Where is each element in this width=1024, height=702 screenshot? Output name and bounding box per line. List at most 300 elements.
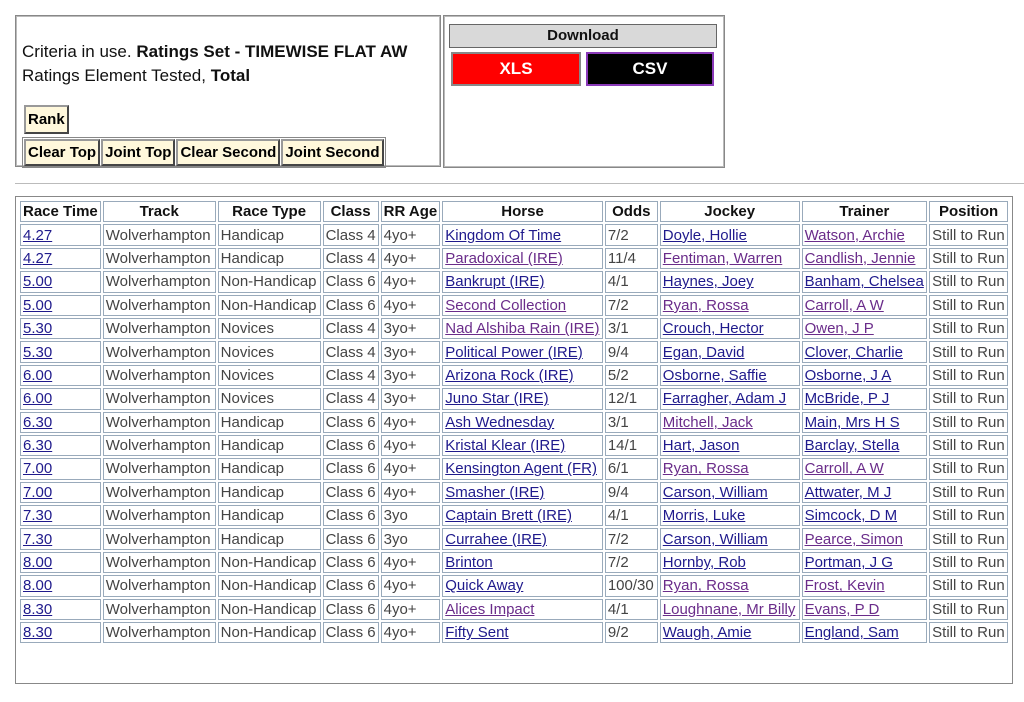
cell-trainer: [802, 271, 928, 292]
race-time-link[interactable]: 6.00: [23, 366, 53, 384]
table-header-row: [20, 201, 1008, 222]
cell-trainer: [802, 318, 928, 339]
cell-horse: [442, 224, 603, 245]
column-header-horse: Horse: [442, 201, 603, 222]
trainer-link[interactable]: Frost, Kevin: [804, 577, 885, 595]
cell-race-time: [20, 458, 101, 479]
horse-link[interactable]: Juno Star (IRE): [445, 390, 549, 408]
jockey-link[interactable]: Mitchell, Jack: [662, 413, 753, 431]
criteria-text: [22, 40, 407, 88]
table-row: [20, 435, 1008, 456]
cell-jockey: [660, 622, 800, 643]
cell-rr-age: 4yo+: [381, 295, 441, 316]
cell-odds: 7/2: [605, 295, 658, 316]
race-time-link[interactable]: 5.00: [23, 296, 53, 314]
horse-link[interactable]: Kristal Klear (IRE): [445, 437, 566, 455]
cell-odds: 9/4: [605, 482, 658, 503]
jockey-link[interactable]: Carson, William: [662, 483, 768, 501]
jockey-link[interactable]: Ryan, Rossa: [662, 296, 749, 314]
cell-odds: 4/1: [605, 599, 658, 620]
cell-position: Still to Run: [929, 295, 1008, 316]
race-time-link[interactable]: 4.27: [23, 226, 53, 244]
cell-trainer: [802, 412, 928, 433]
trainer-link[interactable]: Main, Mrs H S: [804, 413, 900, 431]
cell-track: Wolverhampton: [103, 412, 216, 433]
cell-position: Still to Run: [929, 271, 1008, 292]
horse-link[interactable]: Ash Wednesday: [445, 413, 555, 431]
cell-odds: 14/1: [605, 435, 658, 456]
cell-horse: [442, 271, 603, 292]
cell-horse: [442, 552, 603, 573]
cell-horse: [442, 622, 603, 643]
cell-track: Wolverhampton: [103, 271, 216, 292]
cell-race-type: Non-Handicap: [218, 552, 321, 573]
horse-link[interactable]: Political Power (IRE): [445, 343, 583, 361]
cell-class: Class 6: [323, 435, 379, 456]
cell-race-time: [20, 341, 101, 362]
cell-class: Class 6: [323, 575, 379, 596]
cell-race-time: [20, 271, 101, 292]
cell-race-type: Non-Handicap: [218, 622, 321, 643]
cell-class: Class 6: [323, 599, 379, 620]
jockey-link[interactable]: Haynes, Joey: [662, 273, 754, 291]
cell-position: Still to Run: [929, 505, 1008, 526]
cell-race-type: Non-Handicap: [218, 271, 321, 292]
trainer-link[interactable]: Simcock, D M: [804, 507, 898, 525]
cell-race-type: Novices: [218, 388, 321, 409]
results-table: [18, 199, 1010, 645]
cell-horse: [442, 458, 603, 479]
jockey-link[interactable]: Farragher, Adam J: [662, 390, 787, 408]
cell-odds: 7/2: [605, 224, 658, 245]
cell-horse: [442, 295, 603, 316]
horse-link[interactable]: Captain Brett (IRE): [445, 507, 572, 525]
cell-track: Wolverhampton: [103, 318, 216, 339]
cell-horse: [442, 412, 603, 433]
column-header-race-time: Race Time: [20, 201, 101, 222]
trainer-link[interactable]: England, Sam: [804, 624, 899, 642]
cell-race-time: [20, 622, 101, 643]
cell-rr-age: 4yo+: [381, 412, 441, 433]
cell-odds: 5/2: [605, 365, 658, 386]
cell-position: Still to Run: [929, 388, 1008, 409]
column-header-rr-age: RR Age: [381, 201, 441, 222]
cell-race-type: Novices: [218, 365, 321, 386]
cell-position: Still to Run: [929, 599, 1008, 620]
cell-jockey: [660, 224, 800, 245]
clear-top-button[interactable]: Clear Top: [24, 139, 100, 166]
race-time-link[interactable]: 7.30: [23, 530, 53, 548]
cell-class: Class 4: [323, 318, 379, 339]
jockey-link[interactable]: Hart, Jason: [662, 437, 740, 455]
cell-track: Wolverhampton: [103, 295, 216, 316]
cell-position: Still to Run: [929, 575, 1008, 596]
cell-race-type: Handicap: [218, 505, 321, 526]
cell-race-type: Non-Handicap: [218, 599, 321, 620]
race-time-link[interactable]: 8.30: [23, 600, 53, 618]
cell-jockey: [660, 295, 800, 316]
results-table-container: [15, 196, 1013, 684]
horse-link[interactable]: Smasher (IRE): [445, 483, 545, 501]
cell-track: Wolverhampton: [103, 341, 216, 362]
cell-rr-age: 4yo+: [381, 622, 441, 643]
table-row: [20, 295, 1008, 316]
table-row: [20, 599, 1008, 620]
table-row: [20, 505, 1008, 526]
cell-jockey: [660, 482, 800, 503]
jockey-link[interactable]: Loughnane, Mr Billy: [662, 600, 796, 618]
cell-class: Class 6: [323, 552, 379, 573]
cell-jockey: [660, 458, 800, 479]
trainer-link[interactable]: Pearce, Simon: [804, 530, 903, 548]
cell-jockey: [660, 271, 800, 292]
trainer-link[interactable]: Owen, J P: [804, 320, 874, 338]
cell-race-type: Handicap: [218, 482, 321, 503]
cell-rr-age: 4yo+: [381, 248, 441, 269]
horse-link[interactable]: Second Collection: [445, 296, 567, 314]
trainer-link[interactable]: Carroll, A W: [804, 460, 884, 478]
cell-class: Class 6: [323, 271, 379, 292]
cell-trainer: [802, 248, 928, 269]
table-row: [20, 528, 1008, 549]
column-header-race-type: Race Type: [218, 201, 321, 222]
column-header-position: Position: [929, 201, 1008, 222]
jockey-link[interactable]: Hornby, Rob: [662, 554, 746, 572]
table-row: [20, 341, 1008, 362]
table-row: [20, 248, 1008, 269]
cell-position: Still to Run: [929, 341, 1008, 362]
cell-horse: [442, 341, 603, 362]
cell-trainer: [802, 365, 928, 386]
race-time-link[interactable]: 6.00: [23, 390, 53, 408]
cell-rr-age: 4yo+: [381, 458, 441, 479]
jockey-link[interactable]: Waugh, Amie: [662, 624, 752, 642]
race-time-link[interactable]: 8.00: [23, 577, 53, 595]
cell-odds: 11/4: [605, 248, 658, 269]
cell-class: Class 6: [323, 458, 379, 479]
cell-class: Class 4: [323, 365, 379, 386]
cell-position: Still to Run: [929, 552, 1008, 573]
cell-track: Wolverhampton: [103, 552, 216, 573]
cell-rr-age: 4yo+: [381, 575, 441, 596]
cell-horse: [442, 482, 603, 503]
table-body: [20, 224, 1008, 643]
cell-jockey: [660, 341, 800, 362]
cell-horse: [442, 505, 603, 526]
horse-link[interactable]: Fifty Sent: [445, 624, 509, 642]
cell-race-time: [20, 412, 101, 433]
cell-class: Class 6: [323, 528, 379, 549]
cell-race-time: [20, 224, 101, 245]
cell-trainer: [802, 388, 928, 409]
cell-rr-age: 4yo+: [381, 435, 441, 456]
cell-rr-age: 3yo+: [381, 388, 441, 409]
cell-race-time: [20, 528, 101, 549]
trainer-link[interactable]: Osborne, J A: [804, 366, 892, 384]
cell-odds: 4/1: [605, 271, 658, 292]
horse-link[interactable]: Kensington Agent (FR): [445, 460, 597, 478]
cell-track: Wolverhampton: [103, 224, 216, 245]
cell-rr-age: 3yo: [381, 528, 441, 549]
clear-second-button[interactable]: Clear Second: [176, 139, 280, 166]
position-filter-group: [22, 137, 386, 168]
cell-rr-age: 4yo+: [381, 271, 441, 292]
cell-race-time: [20, 599, 101, 620]
table-row: [20, 388, 1008, 409]
race-time-link[interactable]: 8.00: [23, 554, 53, 572]
cell-jockey: [660, 435, 800, 456]
jockey-link[interactable]: Osborne, Saffie: [662, 366, 767, 384]
trainer-link[interactable]: Watson, Archie: [804, 226, 905, 244]
xls-download-button[interactable]: XLS: [451, 52, 581, 86]
cell-jockey: [660, 412, 800, 433]
trainer-link[interactable]: Banham, Chelsea: [804, 273, 924, 291]
cell-horse: [442, 435, 603, 456]
race-time-link[interactable]: 5.00: [23, 273, 53, 291]
criteria-prefix: Criteria in use.: [22, 42, 132, 61]
cell-race-time: [20, 552, 101, 573]
race-time-link[interactable]: 6.30: [23, 413, 53, 431]
race-time-link[interactable]: 7.00: [23, 460, 53, 478]
jockey-link[interactable]: Carson, William: [662, 530, 768, 548]
column-header-odds: Odds: [605, 201, 658, 222]
table-row: [20, 412, 1008, 433]
cell-position: Still to Run: [929, 458, 1008, 479]
cell-class: Class 6: [323, 295, 379, 316]
cell-trainer: [802, 528, 928, 549]
cell-rr-age: 4yo+: [381, 599, 441, 620]
cell-track: Wolverhampton: [103, 599, 216, 620]
cell-position: Still to Run: [929, 482, 1008, 503]
csv-download-button[interactable]: CSV: [586, 52, 714, 86]
cell-track: Wolverhampton: [103, 435, 216, 456]
cell-trainer: [802, 505, 928, 526]
cell-jockey: [660, 505, 800, 526]
cell-rr-age: 4yo+: [381, 482, 441, 503]
cell-race-time: [20, 505, 101, 526]
divider: [15, 183, 1024, 184]
jockey-link[interactable]: Egan, David: [662, 343, 745, 361]
rank-button[interactable]: Rank: [24, 105, 69, 134]
joint-top-button[interactable]: Joint Top: [101, 139, 175, 166]
cell-position: Still to Run: [929, 248, 1008, 269]
cell-position: Still to Run: [929, 435, 1008, 456]
cell-rr-age: 3yo+: [381, 365, 441, 386]
cell-rr-age: 3yo+: [381, 341, 441, 362]
cell-race-time: [20, 482, 101, 503]
cell-track: Wolverhampton: [103, 248, 216, 269]
table-row: [20, 271, 1008, 292]
joint-second-button[interactable]: Joint Second: [281, 139, 383, 166]
cell-track: Wolverhampton: [103, 388, 216, 409]
cell-race-type: Novices: [218, 318, 321, 339]
cell-trainer: [802, 552, 928, 573]
cell-rr-age: 3yo+: [381, 318, 441, 339]
cell-class: Class 4: [323, 248, 379, 269]
cell-race-time: [20, 575, 101, 596]
trainer-link[interactable]: Barclay, Stella: [804, 437, 900, 455]
cell-odds: 12/1: [605, 388, 658, 409]
cell-horse: [442, 599, 603, 620]
cell-trainer: [802, 458, 928, 479]
table-row: [20, 622, 1008, 643]
cell-rr-age: 3yo: [381, 505, 441, 526]
race-time-link[interactable]: 6.30: [23, 437, 53, 455]
cell-odds: 3/1: [605, 412, 658, 433]
cell-track: Wolverhampton: [103, 575, 216, 596]
cell-jockey: [660, 552, 800, 573]
cell-race-type: Novices: [218, 341, 321, 362]
cell-race-time: [20, 365, 101, 386]
horse-link[interactable]: Arizona Rock (IRE): [445, 366, 574, 384]
jockey-link[interactable]: Ryan, Rossa: [662, 577, 749, 595]
horse-link[interactable]: Bankrupt (IRE): [445, 273, 545, 291]
cell-jockey: [660, 388, 800, 409]
cell-jockey: [660, 575, 800, 596]
horse-link[interactable]: Brinton: [445, 554, 493, 572]
cell-trainer: [802, 575, 928, 596]
table-row: [20, 458, 1008, 479]
cell-trainer: [802, 224, 928, 245]
cell-odds: 7/2: [605, 528, 658, 549]
column-header-class: Class: [323, 201, 379, 222]
cell-trainer: [802, 622, 928, 643]
cell-race-time: [20, 388, 101, 409]
cell-position: Still to Run: [929, 365, 1008, 386]
cell-race-time: [20, 248, 101, 269]
cell-odds: 6/1: [605, 458, 658, 479]
cell-class: Class 6: [323, 412, 379, 433]
column-header-trainer: Trainer: [802, 201, 928, 222]
cell-odds: 100/30: [605, 575, 658, 596]
cell-horse: [442, 528, 603, 549]
trainer-link[interactable]: Candlish, Jennie: [804, 249, 916, 267]
cell-trainer: [802, 599, 928, 620]
ratings-set-name: Ratings Set - TIMEWISE FLAT AW: [136, 42, 408, 61]
column-header-track: Track: [103, 201, 216, 222]
jockey-link[interactable]: Ryan, Rossa: [662, 460, 749, 478]
table-row: [20, 575, 1008, 596]
horse-link[interactable]: Kingdom Of Time: [445, 226, 562, 244]
cell-position: Still to Run: [929, 528, 1008, 549]
trainer-link[interactable]: Clover, Charlie: [804, 343, 903, 361]
cell-horse: [442, 365, 603, 386]
cell-position: Still to Run: [929, 224, 1008, 245]
cell-class: Class 6: [323, 505, 379, 526]
race-time-link[interactable]: 7.30: [23, 507, 53, 525]
cell-odds: 9/2: [605, 622, 658, 643]
cell-position: Still to Run: [929, 318, 1008, 339]
cell-jockey: [660, 365, 800, 386]
trainer-link[interactable]: Evans, P D: [804, 600, 880, 618]
cell-race-type: Handicap: [218, 224, 321, 245]
race-time-link[interactable]: 5.30: [23, 343, 53, 361]
race-time-link[interactable]: 8.30: [23, 624, 53, 642]
cell-trainer: [802, 435, 928, 456]
trainer-link[interactable]: Attwater, M J: [804, 483, 892, 501]
cell-jockey: [660, 599, 800, 620]
cell-track: Wolverhampton: [103, 528, 216, 549]
cell-odds: 9/4: [605, 341, 658, 362]
table-row: [20, 224, 1008, 245]
cell-class: Class 6: [323, 622, 379, 643]
cell-race-time: [20, 435, 101, 456]
horse-link[interactable]: Currahee (IRE): [445, 530, 547, 548]
cell-track: Wolverhampton: [103, 482, 216, 503]
cell-race-type: Handicap: [218, 528, 321, 549]
cell-jockey: [660, 248, 800, 269]
cell-race-type: Non-Handicap: [218, 575, 321, 596]
race-time-link[interactable]: 5.30: [23, 320, 53, 338]
cell-class: Class 4: [323, 224, 379, 245]
table-row: [20, 482, 1008, 503]
cell-track: Wolverhampton: [103, 365, 216, 386]
cell-race-type: Handicap: [218, 458, 321, 479]
cell-track: Wolverhampton: [103, 622, 216, 643]
horse-link[interactable]: Nad Alshiba Rain (IRE): [445, 320, 600, 338]
download-panel: [443, 15, 725, 168]
cell-odds: 4/1: [605, 505, 658, 526]
cell-track: Wolverhampton: [103, 458, 216, 479]
cell-position: Still to Run: [929, 412, 1008, 433]
cell-horse: [442, 248, 603, 269]
download-header: Download: [449, 24, 717, 48]
ratings-element-prefix: Ratings Element Tested,: [22, 66, 206, 85]
trainer-link[interactable]: Carroll, A W: [804, 296, 884, 314]
cell-rr-age: 4yo+: [381, 552, 441, 573]
horse-link[interactable]: Alices Impact: [445, 600, 535, 618]
cell-jockey: [660, 318, 800, 339]
cell-race-type: Handicap: [218, 412, 321, 433]
table-row: [20, 318, 1008, 339]
cell-horse: [442, 575, 603, 596]
cell-trainer: [802, 341, 928, 362]
cell-race-time: [20, 318, 101, 339]
cell-horse: [442, 388, 603, 409]
table-row: [20, 552, 1008, 573]
horse-link[interactable]: Paradoxical (IRE): [445, 249, 563, 267]
cell-class: Class 6: [323, 482, 379, 503]
race-time-link[interactable]: 7.00: [23, 483, 53, 501]
cell-class: Class 4: [323, 388, 379, 409]
table-row: [20, 365, 1008, 386]
jockey-link[interactable]: Crouch, Hector: [662, 320, 764, 338]
ratings-element-value: Total: [210, 66, 251, 85]
cell-horse: [442, 318, 603, 339]
cell-race-type: Handicap: [218, 435, 321, 456]
cell-trainer: [802, 482, 928, 503]
cell-odds: 7/2: [605, 552, 658, 573]
column-header-jockey: Jockey: [660, 201, 800, 222]
cell-race-type: Non-Handicap: [218, 295, 321, 316]
race-time-link[interactable]: 4.27: [23, 249, 53, 267]
horse-link[interactable]: Quick Away: [445, 577, 524, 595]
trainer-link[interactable]: Portman, J G: [804, 554, 893, 572]
cell-class: Class 4: [323, 341, 379, 362]
cell-odds: 3/1: [605, 318, 658, 339]
cell-race-time: [20, 295, 101, 316]
jockey-link[interactable]: Doyle, Hollie: [662, 226, 747, 244]
cell-jockey: [660, 528, 800, 549]
cell-race-type: Handicap: [218, 248, 321, 269]
cell-rr-age: 4yo+: [381, 224, 441, 245]
cell-position: Still to Run: [929, 622, 1008, 643]
criteria-panel: [15, 15, 441, 167]
jockey-link[interactable]: Morris, Luke: [662, 507, 746, 525]
trainer-link[interactable]: McBride, P J: [804, 390, 890, 408]
jockey-link[interactable]: Fentiman, Warren: [662, 249, 783, 267]
cell-track: Wolverhampton: [103, 505, 216, 526]
